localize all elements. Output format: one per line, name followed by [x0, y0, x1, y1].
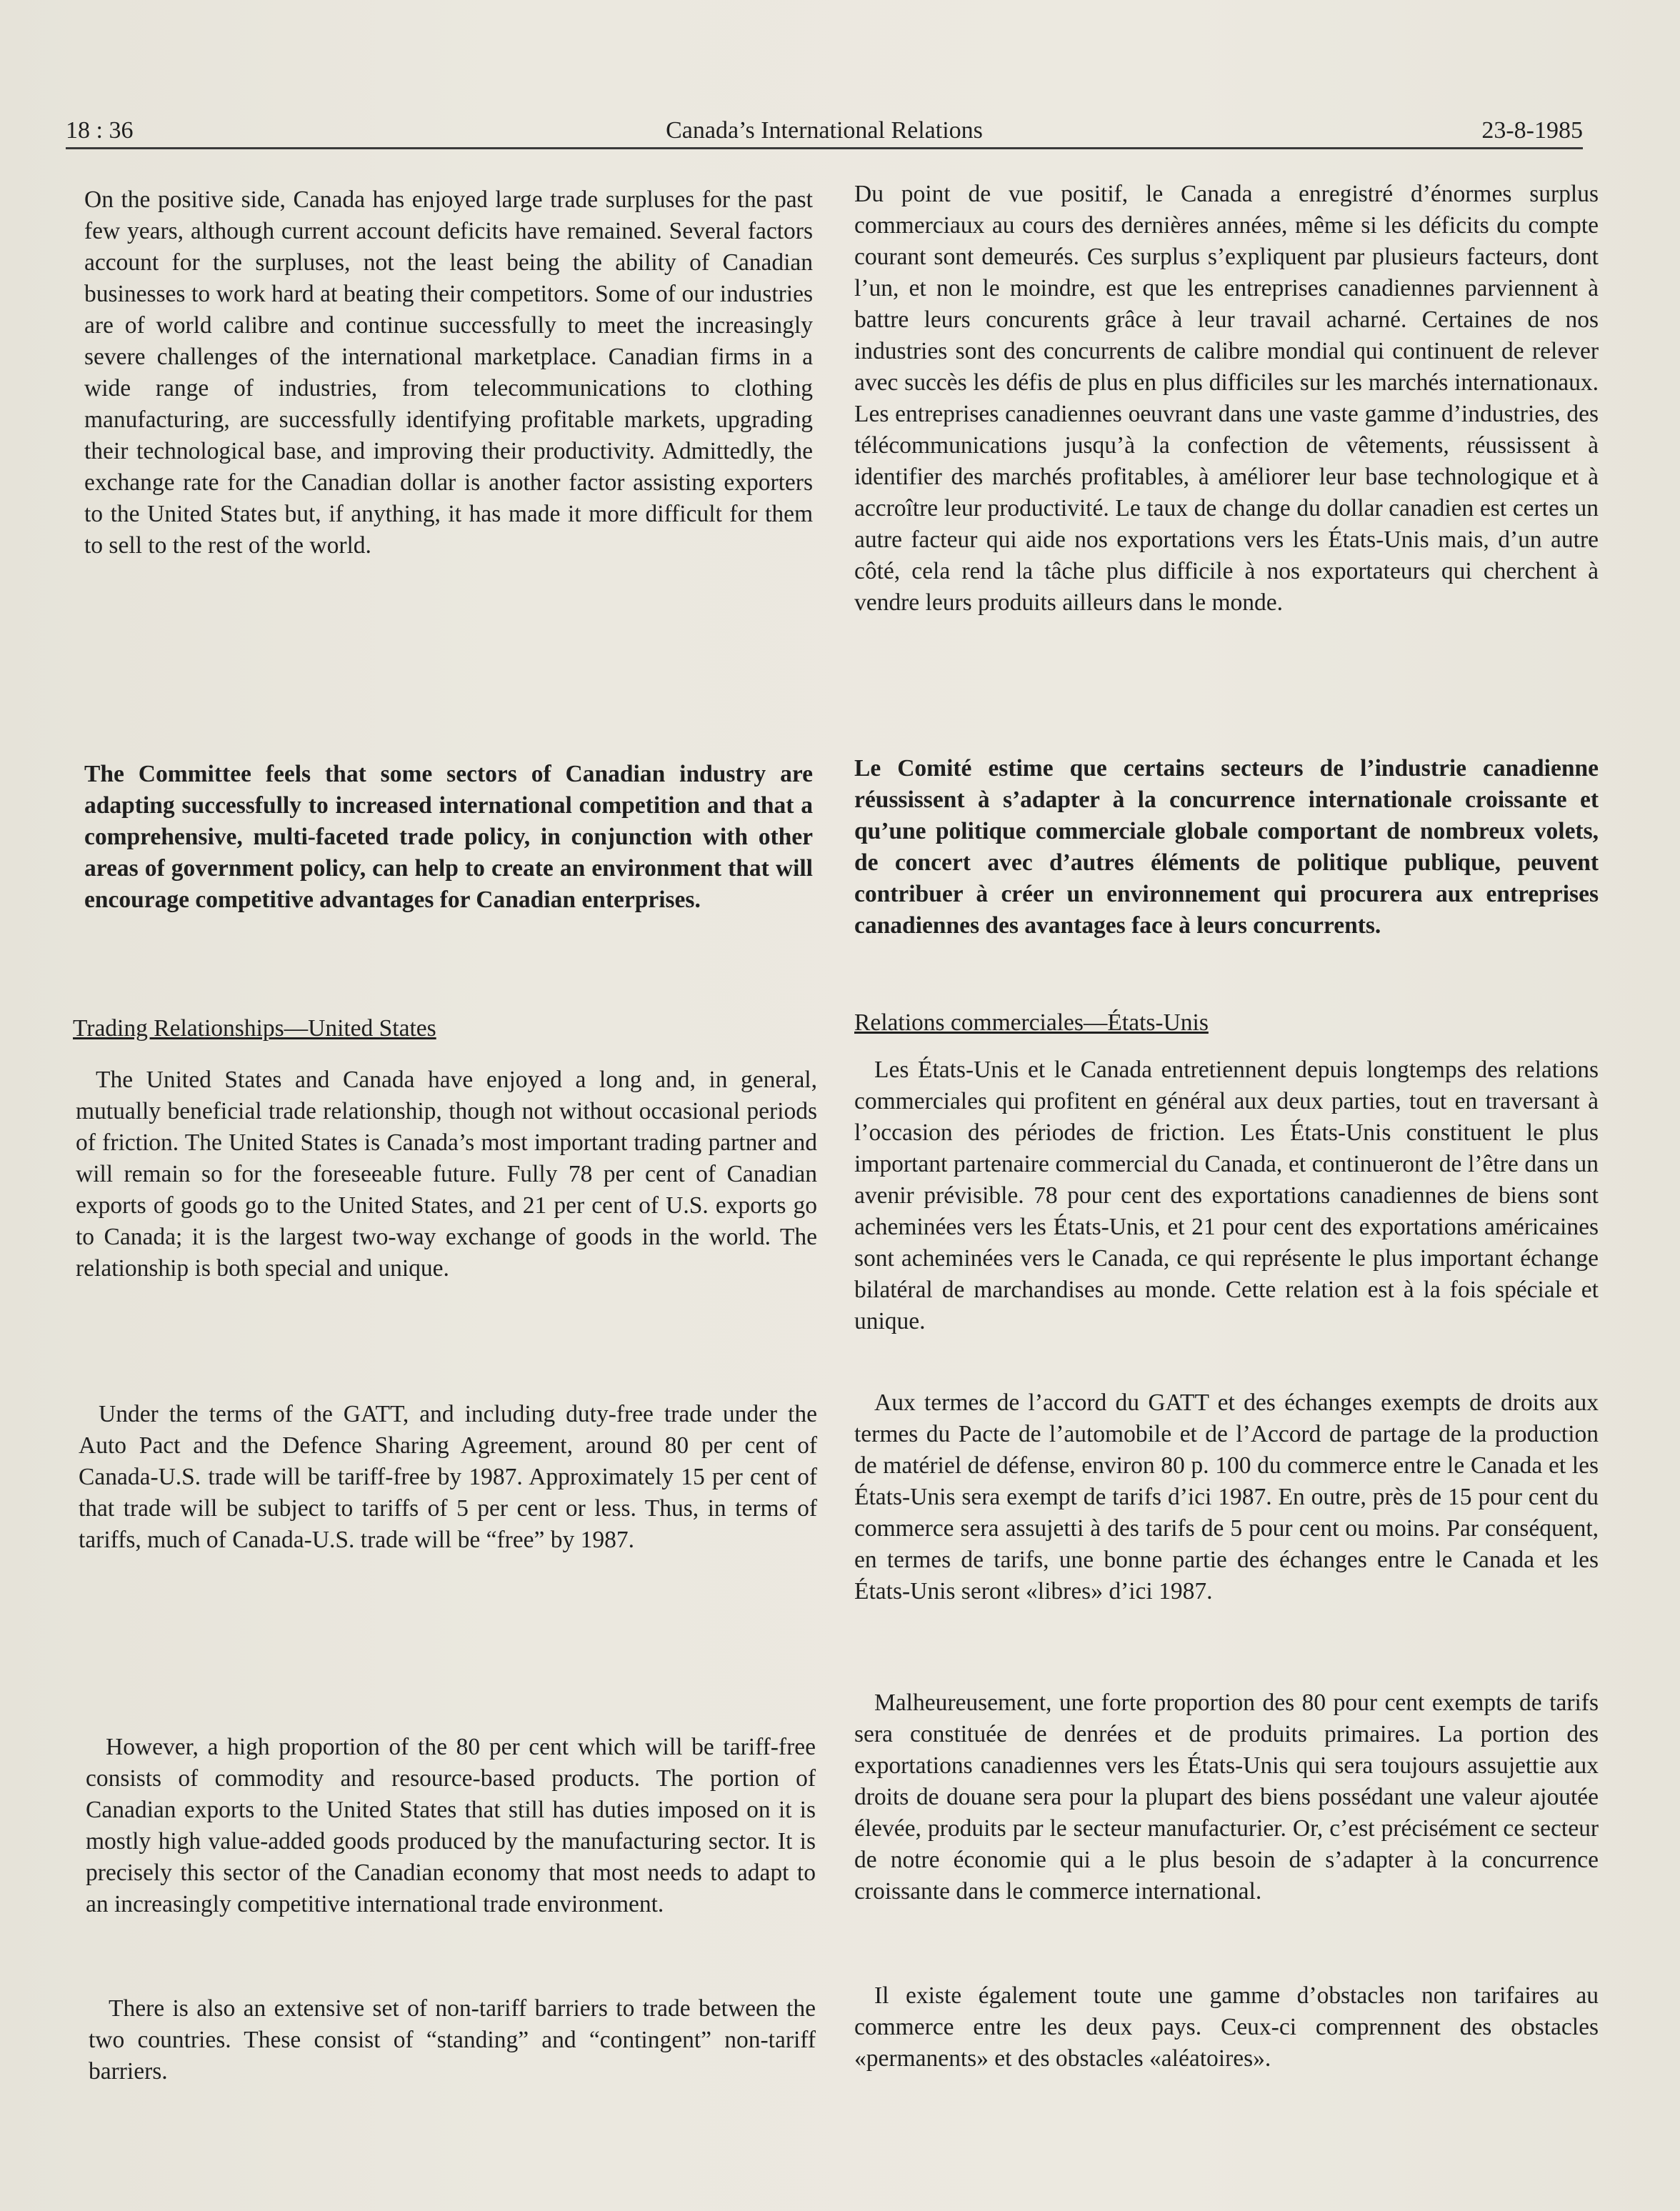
page-number: 18 : 36 [66, 117, 134, 144]
english-committee-recommendation: The Committee feels that some sectors of Canadian industry are adapting successfully to increased international competition and that a comprehensive, multi-faceted trade policy, in conjunction with other areas of government policy, can help to create an environment that will encourage competitive advantages for Canadian enterprises. [84, 761, 813, 913]
english-section-heading: Trading Relationships—United States [73, 1015, 436, 1042]
french-para-relations: Les États-Unis et le Canada entretiennent depuis longtemps des relations commerciales qui profitent en général aux deux parties, tout en traversant à l’occasion des périodes de friction. Les États-Unis constituent le plus important partenaire commercial du Canada, et continueront de l’être dans un avenir prévisible. 78 pour cent des exportations canadiennes de biens sont acheminées vers les États-Unis, et 21 pour cent des exportations américaines sont acheminées vers le Canada, ce qui représente le plus important échange bilatéral de marchandises au monde. Cette relation est à la fois spéciale et unique. [854, 1057, 1599, 1334]
running-title: Canada’s International Relations [666, 117, 983, 144]
english-para-positive-side: On the positive side, Canada has enjoyed large trade surpluses for the past few years, although current account deficits have remained. Several factors account for the surpluses, not the least being the ability of Canadian businesses to work hard at beating their competitors. Some of our industries are of world calibre and continue successfully to meet the increasingly severe challenges of the international marketplace. Canadian firms in a wide range of industries, from telecommunications to clothing manufacturing, are successfully identifying profitable markets, upgrading their technological base, and improving their productivity. Admittedly, the exchange rate for the Canadian dollar is another factor assisting exporters to the United States but, if anything, it has made it more difficult for them to sell to the rest of the world. [84, 186, 813, 559]
french-committee-recommendation: Le Comité estime que certains secteurs de l’industrie canadienne réussissent à s’adapter à la concurrence internationale croissante et qu’une politique commerciale globale comportant de nombreux volets, de concert avec d’autres éléments de politique publique, peuvent contribuer à créer un environnement qui procurera aux entreprises canadiennes des avantages face à leurs concurrents. [854, 755, 1599, 939]
french-para-point-de-vue: Du point de vue positif, le Canada a enregistré d’énormes surplus commerciaux au cours des dernières années, même si les déficits du compte courant sont demeurés. Ces surplus s’expliquent par plusieurs facteurs, dont l’un, et non le moindre, est que les entreprises canadiennes parviennent à battre leurs concurents grâce à leur travail acharné. Certaines de nos industries sont des concurrents de calibre mondial qui continuent de relever avec succès les défis de plus en plus difficiles sur les marchés internationaux. Les entreprises canadiennes oeuvrant dans une vaste gamme d’industries, des télécommunications jusqu’à la confection de vêtements, réussissent à identifier des marchés profitables, à améliorer leur base technologique et à accroître leur productivité. Le taux de change du dollar canadien est certes un autre facteur qui aide nos exportations vers les États-Unis mais, d’un autre côté, cela rend la tâche plus difficile à nos exportateurs qui cherchent à vendre leurs produits ailleurs dans le monde. [854, 181, 1599, 616]
french-section-heading: Relations commerciales—États-Unis [854, 1009, 1209, 1036]
french-para-obstacles: Il existe également toute une gamme d’obstacles non tarifaires au commerce entre les deux pays. Ceux-ci comprennent des obstacles «permanents» et des obstacles «aléatoires». [854, 1982, 1599, 2072]
french-para-malheureusement: Malheureusement, une forte proportion des 80 pour cent exempts de tarifs sera constituée de denrées et de produits primaires. La portion des exportations canadiennes vers les États-Unis qui sera toujours assujettie aux droits de douane sera pour la plupart des biens possédant une valeur ajoutée élevée, produits par le secteur manufacturier. Or, c’est précisément ce secteur de notre économie qui a le plus besoin de s’adapter à la concurrence croissante dans le commerce international. [854, 1690, 1599, 1905]
english-para-non-tariff: There is also an extensive set of non-tariff barriers to trade between the two countries. These consist of “standing” and “contingent” non-tariff barriers. [89, 1995, 816, 2085]
english-para-trade-relationship: The United States and Canada have enjoyed a long and, in general, mutually beneficial trade relationship, though not without occasional periods of friction. The United States is Canada’s most important trading partner and will remain so for the foreseeable future. Fully 78 per cent of Canadian exports of goods go to the United States, and 21 per cent of U.S. exports go to Canada; it is the largest two-way exchange of goods in the world. The relationship is both special and unique. [76, 1067, 817, 1282]
header-date: 23-8-1985 [1481, 117, 1583, 144]
page-header [66, 107, 1583, 146]
english-para-gatt: Under the terms of the GATT, and including duty-free trade under the Auto Pact and the Defence Sharing Agreement, around 80 per cent of Canada-U.S. trade will be tariff-free by 1987. Approximately 15 per cent of that trade will be subject to tariffs of 5 per cent or less. Thus, in terms of tariffs, much of Canada-U.S. trade will be “free” by 1987. [79, 1401, 817, 1553]
french-para-gatt: Aux termes de l’accord du GATT et des échanges exempts de droits aux termes du Pacte de l’automobile et de l’Accord de partage de la production de matériel de défense, environ 80 p. 100 du commerce entre le Canada et les États-Unis sera exempt de tarifs d’ici 1987. En outre, près de 15 pour cent du commerce sera assujetti à des tarifs de 5 pour cent ou moins. Par conséquent, en termes de tarifs, une bonne partie des échanges entre le Canada et les États-Unis seront «libres» d’ici 1987. [854, 1389, 1599, 1604]
english-para-tariff-free: However, a high proportion of the 80 per cent which will be tariff-free consists of commodity and resource-based products. The portion of Canadian exports to the United States that still has duties imposed on it is mostly high value-added goods produced by the manufacturing sector. It is precisely this sector of the Canadian economy that most needs to adapt to an increasingly competitive international trade environment. [86, 1734, 816, 1917]
header-rule [66, 147, 1583, 149]
